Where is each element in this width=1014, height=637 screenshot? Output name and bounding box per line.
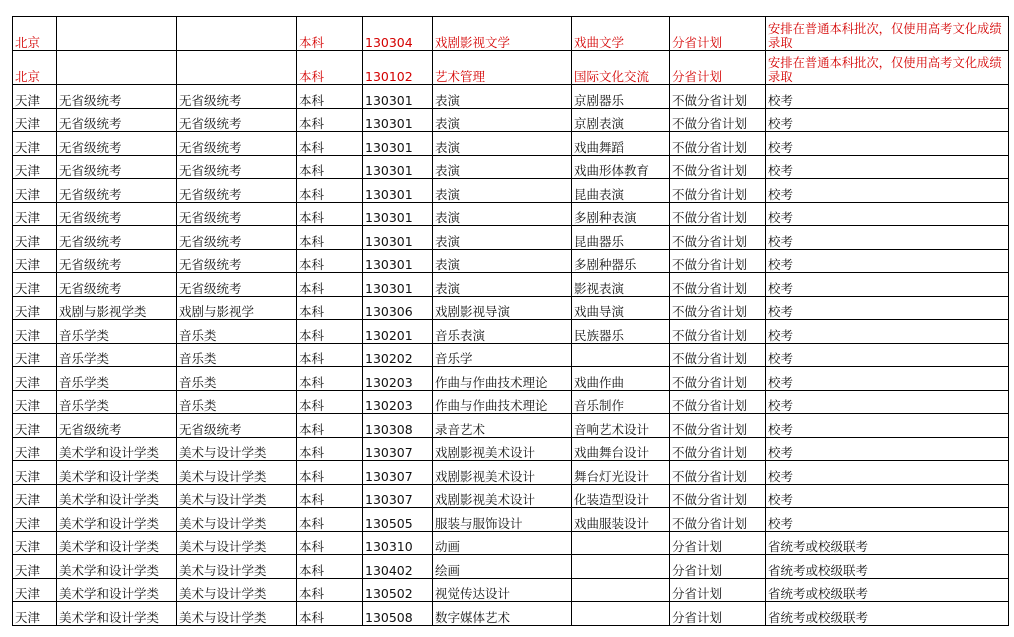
cell-exam-category: [57, 17, 177, 51]
cell-art-category: 无省级统考: [177, 155, 297, 179]
cell-art-category: 音乐类: [177, 343, 297, 367]
cell-province: 天津: [13, 390, 57, 414]
cell-admission-method: 校考: [766, 367, 1009, 391]
cell-exam-category: 美术学和设计学类: [57, 484, 177, 508]
cell-major-code: 130308: [363, 414, 433, 438]
cell-level: 本科: [297, 390, 363, 414]
cell-major-code: 130202: [363, 343, 433, 367]
cell-major-direction: 音响艺术设计: [572, 414, 670, 438]
table-row: [13, 343, 1009, 367]
cell-level: 本科: [297, 555, 363, 579]
cell-plan-type: 不做分省计划: [670, 296, 766, 320]
cell-major-name: 艺术管理: [433, 51, 572, 85]
cell-admission-method: 校考: [766, 414, 1009, 438]
cell-major-name: 表演: [433, 155, 572, 179]
cell-major-direction: 昆曲表演: [572, 179, 670, 203]
cell-major-name: 视觉传达设计: [433, 578, 572, 602]
cell-province: 天津: [13, 155, 57, 179]
cell-major-direction: 戏曲文学: [572, 17, 670, 51]
cell-exam-category: 无省级统考: [57, 202, 177, 226]
cell-admission-method: 安排在普通本科批次，仅使用高考文化成绩录取: [766, 51, 1009, 85]
cell-level: 本科: [297, 51, 363, 85]
cell-major-code: 130508: [363, 602, 433, 626]
cell-major-direction: 戏曲导演: [572, 296, 670, 320]
cell-province: 北京: [13, 51, 57, 85]
cell-level: 本科: [297, 531, 363, 555]
cell-art-category: 无省级统考: [177, 132, 297, 156]
cell-plan-type: 分省计划: [670, 555, 766, 579]
cell-exam-category: 美术学和设计学类: [57, 508, 177, 532]
cell-province: 天津: [13, 202, 57, 226]
cell-plan-type: 分省计划: [670, 17, 766, 51]
cell-major-direction: 音乐制作: [572, 390, 670, 414]
cell-major-code: 130307: [363, 437, 433, 461]
cell-plan-type: 不做分省计划: [670, 484, 766, 508]
cell-major-direction: 多剧种器乐: [572, 249, 670, 273]
cell-art-category: 美术与设计学类: [177, 437, 297, 461]
cell-exam-category: 音乐学类: [57, 343, 177, 367]
cell-level: 本科: [297, 85, 363, 109]
cell-admission-method: 校考: [766, 296, 1009, 320]
table-row: [13, 367, 1009, 391]
cell-major-code: 130306: [363, 296, 433, 320]
cell-level: 本科: [297, 226, 363, 250]
cell-art-category: 无省级统考: [177, 202, 297, 226]
cell-province: 天津: [13, 249, 57, 273]
cell-plan-type: 不做分省计划: [670, 414, 766, 438]
cell-admission-method: 校考: [766, 202, 1009, 226]
cell-major-direction: 化装造型设计: [572, 484, 670, 508]
cell-plan-type: 不做分省计划: [670, 155, 766, 179]
cell-major-direction: 戏曲舞蹈: [572, 132, 670, 156]
cell-major-name: 表演: [433, 85, 572, 109]
cell-major-direction: [572, 343, 670, 367]
cell-admission-method: 校考: [766, 437, 1009, 461]
cell-province: 天津: [13, 367, 57, 391]
cell-plan-type: 不做分省计划: [670, 320, 766, 344]
cell-admission-method: 省统考或校级联考: [766, 531, 1009, 555]
cell-major-name: 表演: [433, 273, 572, 297]
cell-art-category: 音乐类: [177, 320, 297, 344]
cell-level: 本科: [297, 320, 363, 344]
cell-exam-category: [57, 51, 177, 85]
cell-level: 本科: [297, 367, 363, 391]
cell-art-category: 无省级统考: [177, 273, 297, 297]
table-row: [13, 461, 1009, 485]
cell-province: 天津: [13, 414, 57, 438]
cell-admission-method: 校考: [766, 484, 1009, 508]
cell-level: 本科: [297, 414, 363, 438]
table-row: [13, 273, 1009, 297]
cell-plan-type: 不做分省计划: [670, 226, 766, 250]
admission-plan-table: [12, 16, 1009, 626]
table-row: [13, 320, 1009, 344]
cell-province: 天津: [13, 108, 57, 132]
cell-exam-category: 美术学和设计学类: [57, 555, 177, 579]
cell-art-category: 音乐类: [177, 390, 297, 414]
cell-admission-method: 安排在普通本科批次，仅使用高考文化成绩录取: [766, 17, 1009, 51]
table-row: [13, 179, 1009, 203]
table-row: [13, 414, 1009, 438]
cell-major-code: 130307: [363, 484, 433, 508]
table-row: [13, 296, 1009, 320]
cell-level: 本科: [297, 508, 363, 532]
cell-major-name: 表演: [433, 202, 572, 226]
cell-art-category: [177, 51, 297, 85]
cell-province: 天津: [13, 320, 57, 344]
cell-major-direction: 戏曲服装设计: [572, 508, 670, 532]
cell-exam-category: 音乐学类: [57, 367, 177, 391]
cell-major-name: 戏剧影视美术设计: [433, 461, 572, 485]
cell-major-direction: 舞台灯光设计: [572, 461, 670, 485]
cell-major-direction: [572, 555, 670, 579]
cell-major-code: 130502: [363, 578, 433, 602]
cell-plan-type: 分省计划: [670, 531, 766, 555]
table-row: [13, 155, 1009, 179]
cell-exam-category: 音乐学类: [57, 390, 177, 414]
cell-art-category: 无省级统考: [177, 249, 297, 273]
cell-plan-type: 不做分省计划: [670, 367, 766, 391]
cell-admission-method: 校考: [766, 461, 1009, 485]
cell-plan-type: 不做分省计划: [670, 390, 766, 414]
cell-level: 本科: [297, 578, 363, 602]
cell-level: 本科: [297, 602, 363, 626]
cell-major-code: 130402: [363, 555, 433, 579]
table-row: [13, 531, 1009, 555]
cell-level: 本科: [297, 132, 363, 156]
cell-province: 天津: [13, 555, 57, 579]
cell-exam-category: 美术学和设计学类: [57, 602, 177, 626]
cell-plan-type: 不做分省计划: [670, 249, 766, 273]
cell-art-category: 美术与设计学类: [177, 578, 297, 602]
cell-exam-category: 无省级统考: [57, 108, 177, 132]
cell-major-code: 130304: [363, 17, 433, 51]
cell-major-direction: 京剧器乐: [572, 85, 670, 109]
cell-art-category: 无省级统考: [177, 226, 297, 250]
cell-plan-type: 不做分省计划: [670, 202, 766, 226]
table-row: [13, 108, 1009, 132]
cell-major-direction: 国际文化交流: [572, 51, 670, 85]
cell-admission-method: 校考: [766, 132, 1009, 156]
table-row: [13, 578, 1009, 602]
cell-major-name: 服装与服饰设计: [433, 508, 572, 532]
cell-major-name: 表演: [433, 249, 572, 273]
cell-admission-method: 校考: [766, 179, 1009, 203]
cell-province: 天津: [13, 226, 57, 250]
cell-exam-category: 美术学和设计学类: [57, 461, 177, 485]
cell-province: 天津: [13, 437, 57, 461]
cell-exam-category: 无省级统考: [57, 414, 177, 438]
cell-major-name: 音乐表演: [433, 320, 572, 344]
cell-exam-category: 无省级统考: [57, 132, 177, 156]
table-row: [13, 555, 1009, 579]
cell-major-name: 戏剧影视文学: [433, 17, 572, 51]
cell-level: 本科: [297, 179, 363, 203]
cell-major-code: 130301: [363, 179, 433, 203]
cell-major-direction: 民族器乐: [572, 320, 670, 344]
cell-province: 天津: [13, 484, 57, 508]
cell-major-direction: 多剧种表演: [572, 202, 670, 226]
cell-admission-method: 校考: [766, 249, 1009, 273]
cell-admission-method: 校考: [766, 390, 1009, 414]
cell-major-name: 戏剧影视美术设计: [433, 484, 572, 508]
cell-art-category: 美术与设计学类: [177, 602, 297, 626]
cell-exam-category: 戏剧与影视学类: [57, 296, 177, 320]
cell-major-name: 表演: [433, 226, 572, 250]
cell-province: 天津: [13, 602, 57, 626]
cell-plan-type: 不做分省计划: [670, 437, 766, 461]
cell-art-category: 无省级统考: [177, 414, 297, 438]
cell-level: 本科: [297, 249, 363, 273]
cell-plan-type: 分省计划: [670, 578, 766, 602]
cell-art-category: 美术与设计学类: [177, 555, 297, 579]
cell-art-category: 无省级统考: [177, 108, 297, 132]
cell-major-name: 作曲与作曲技术理论: [433, 390, 572, 414]
cell-level: 本科: [297, 296, 363, 320]
table-row: [13, 17, 1009, 51]
cell-major-code: 130301: [363, 273, 433, 297]
cell-plan-type: 不做分省计划: [670, 508, 766, 532]
cell-major-name: 表演: [433, 132, 572, 156]
cell-plan-type: 不做分省计划: [670, 273, 766, 297]
cell-admission-method: 省统考或校级联考: [766, 602, 1009, 626]
cell-exam-category: 无省级统考: [57, 155, 177, 179]
cell-plan-type: 不做分省计划: [670, 85, 766, 109]
cell-major-code: 130301: [363, 249, 433, 273]
cell-major-direction: 戏曲舞台设计: [572, 437, 670, 461]
cell-exam-category: 无省级统考: [57, 179, 177, 203]
table-row: [13, 132, 1009, 156]
cell-admission-method: 校考: [766, 320, 1009, 344]
cell-plan-type: 分省计划: [670, 51, 766, 85]
cell-level: 本科: [297, 461, 363, 485]
cell-admission-method: 省统考或校级联考: [766, 555, 1009, 579]
cell-art-category: 美术与设计学类: [177, 461, 297, 485]
cell-major-code: 130307: [363, 461, 433, 485]
cell-major-direction: [572, 578, 670, 602]
cell-admission-method: 校考: [766, 273, 1009, 297]
cell-level: 本科: [297, 343, 363, 367]
cell-major-name: 表演: [433, 108, 572, 132]
cell-major-code: 130201: [363, 320, 433, 344]
cell-art-category: 音乐类: [177, 367, 297, 391]
table-row: [13, 437, 1009, 461]
cell-major-name: 戏剧影视导演: [433, 296, 572, 320]
cell-admission-method: 校考: [766, 343, 1009, 367]
cell-admission-method: 校考: [766, 226, 1009, 250]
cell-exam-category: 美术学和设计学类: [57, 437, 177, 461]
table-row: [13, 85, 1009, 109]
cell-level: 本科: [297, 108, 363, 132]
cell-major-direction: [572, 602, 670, 626]
cell-level: 本科: [297, 437, 363, 461]
cell-art-category: 美术与设计学类: [177, 531, 297, 555]
cell-exam-category: 美术学和设计学类: [57, 531, 177, 555]
cell-major-code: 130301: [363, 132, 433, 156]
table-row: [13, 51, 1009, 85]
cell-major-name: 数字媒体艺术: [433, 602, 572, 626]
cell-admission-method: 校考: [766, 108, 1009, 132]
table-row: [13, 484, 1009, 508]
cell-major-code: 130203: [363, 367, 433, 391]
cell-level: 本科: [297, 17, 363, 51]
cell-major-direction: 戏曲形体教育: [572, 155, 670, 179]
cell-major-direction: 京剧表演: [572, 108, 670, 132]
cell-level: 本科: [297, 273, 363, 297]
cell-art-category: 无省级统考: [177, 179, 297, 203]
cell-level: 本科: [297, 202, 363, 226]
table-row: [13, 390, 1009, 414]
cell-major-code: 130301: [363, 155, 433, 179]
cell-level: 本科: [297, 155, 363, 179]
cell-major-code: 130102: [363, 51, 433, 85]
cell-province: 天津: [13, 132, 57, 156]
cell-major-code: 130301: [363, 85, 433, 109]
cell-province: 北京: [13, 17, 57, 51]
cell-exam-category: 无省级统考: [57, 273, 177, 297]
cell-art-category: 美术与设计学类: [177, 508, 297, 532]
cell-province: 天津: [13, 296, 57, 320]
cell-major-code: 130505: [363, 508, 433, 532]
cell-major-name: 作曲与作曲技术理论: [433, 367, 572, 391]
cell-exam-category: 音乐学类: [57, 320, 177, 344]
cell-major-code: 130203: [363, 390, 433, 414]
cell-admission-method: 校考: [766, 85, 1009, 109]
cell-art-category: 戏剧与影视学: [177, 296, 297, 320]
cell-level: 本科: [297, 484, 363, 508]
cell-major-direction: 昆曲器乐: [572, 226, 670, 250]
cell-province: 天津: [13, 461, 57, 485]
cell-plan-type: 不做分省计划: [670, 343, 766, 367]
cell-major-code: 130310: [363, 531, 433, 555]
cell-major-code: 130301: [363, 226, 433, 250]
cell-province: 天津: [13, 508, 57, 532]
cell-province: 天津: [13, 85, 57, 109]
cell-major-name: 戏剧影视美术设计: [433, 437, 572, 461]
cell-admission-method: 校考: [766, 155, 1009, 179]
cell-art-category: [177, 17, 297, 51]
cell-plan-type: 不做分省计划: [670, 179, 766, 203]
cell-major-direction: 影视表演: [572, 273, 670, 297]
cell-admission-method: 省统考或校级联考: [766, 578, 1009, 602]
table-row: [13, 508, 1009, 532]
cell-major-name: 绘画: [433, 555, 572, 579]
cell-major-direction: 戏曲作曲: [572, 367, 670, 391]
cell-province: 天津: [13, 343, 57, 367]
cell-plan-type: 不做分省计划: [670, 461, 766, 485]
table-row: [13, 202, 1009, 226]
cell-major-name: 录音艺术: [433, 414, 572, 438]
table-row: [13, 602, 1009, 626]
cell-major-code: 130301: [363, 108, 433, 132]
table-row: [13, 249, 1009, 273]
cell-exam-category: 无省级统考: [57, 85, 177, 109]
cell-major-code: 130301: [363, 202, 433, 226]
cell-province: 天津: [13, 531, 57, 555]
cell-major-direction: [572, 531, 670, 555]
cell-plan-type: 分省计划: [670, 602, 766, 626]
cell-province: 天津: [13, 179, 57, 203]
table-row: [13, 226, 1009, 250]
cell-exam-category: 美术学和设计学类: [57, 578, 177, 602]
cell-art-category: 美术与设计学类: [177, 484, 297, 508]
cell-plan-type: 不做分省计划: [670, 108, 766, 132]
cell-major-name: 表演: [433, 179, 572, 203]
cell-major-name: 音乐学: [433, 343, 572, 367]
cell-exam-category: 无省级统考: [57, 249, 177, 273]
cell-exam-category: 无省级统考: [57, 226, 177, 250]
cell-major-name: 动画: [433, 531, 572, 555]
cell-plan-type: 不做分省计划: [670, 132, 766, 156]
cell-province: 天津: [13, 273, 57, 297]
cell-admission-method: 校考: [766, 508, 1009, 532]
cell-art-category: 无省级统考: [177, 85, 297, 109]
cell-province: 天津: [13, 578, 57, 602]
